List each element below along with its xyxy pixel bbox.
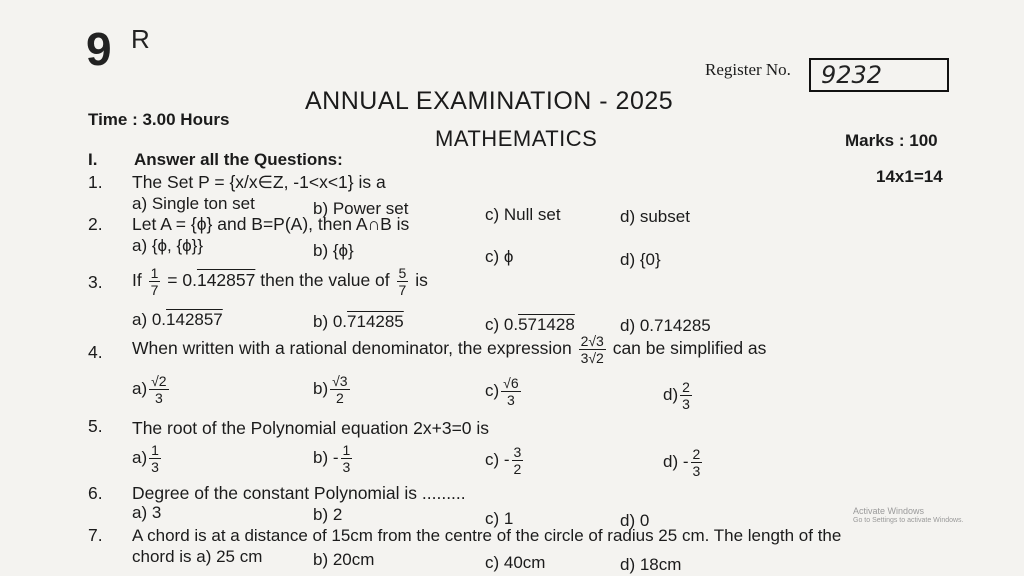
question-text: When written with a rational denominator, the expression $\frac{2√3}{3√2}$ can be simplified as (132, 333, 767, 366)
option-b: b) 2 (313, 505, 343, 524)
option-b: b) Power set (313, 199, 409, 218)
option-d: d) 0 (620, 511, 650, 530)
option-c: c) Null set (485, 205, 561, 224)
activate-windows-hint: Go to Settings to activate Windows. (853, 517, 964, 524)
question-text: The Set P = {x/x∈Z, -1<x<1} is a (132, 172, 386, 192)
option-d: d) $\frac{2}{3}$ (663, 379, 690, 412)
question-number: 7. (88, 525, 103, 545)
option-a: a) Single ton set (132, 194, 255, 213)
register-box (809, 58, 949, 92)
question-number: 3. (88, 272, 103, 292)
option-b: b) 0.714285 (313, 312, 404, 331)
question-text: The root of the Polynomial equation 2x+3=0 is (132, 418, 490, 438)
option-b: b) - $\frac{1}{3}$ (313, 442, 351, 475)
option-a: a) {ϕ, {ϕ}} (132, 236, 204, 255)
option-d: d) - $\frac{2}{3}$ (663, 446, 701, 479)
subject-title: MATHEMATICS (435, 126, 598, 151)
question-text: Let A = {ϕ} and B=P(A), then A∩B is (132, 214, 410, 234)
option-c: c) 40cm (485, 553, 546, 572)
option-d: d) {0} (620, 250, 661, 269)
fraction: $\frac{1}{7}$ (150, 265, 159, 298)
question-number: 4. (88, 342, 103, 362)
option-c: c) 1 (485, 509, 514, 528)
option-b: b) 20cm (313, 550, 375, 569)
part-number: I. (88, 150, 98, 169)
fraction: $\frac{2√3}{3√2}$ (580, 333, 604, 366)
exam-time: Time : 3.00 Hours (88, 110, 230, 129)
option-b: b) $\frac{√3}{2}$ (313, 373, 348, 406)
option-c: c) ϕ (485, 247, 514, 266)
question-number: 5. (88, 416, 103, 436)
option-c: c) $\frac{√6}{3}$ (485, 375, 519, 408)
option-a: a) $\frac{√2}{3}$ (132, 373, 167, 406)
option-a: a) $\frac{1}{3}$ (132, 442, 159, 475)
section-letter: R (131, 24, 150, 54)
option-d: d) subset (620, 207, 690, 226)
question-text: A chord is at a distance of 15cm from the centre of the circle of radius 25 cm. The length of the (132, 526, 842, 545)
option-c: c) 0.571428 (485, 315, 575, 334)
option-d: d) 0.714285 (620, 316, 711, 335)
option-a: a) 3 (132, 503, 162, 522)
option-b: b) {ϕ} (313, 241, 354, 260)
exam-title: ANNUAL EXAMINATION - 2025 (305, 87, 674, 115)
register-label: Register No. (705, 60, 791, 79)
instruction-text: Answer all the Questions: (134, 150, 343, 169)
question-number: 2. (88, 214, 103, 234)
question-text-line2: chord is a) 25 cm (132, 547, 263, 566)
question-number: 1. (88, 172, 103, 192)
option-d: d) 18cm (620, 555, 682, 574)
option-c: c) - $\frac{3}{2}$ (485, 444, 522, 477)
question-text: Degree of the constant Polynomial is ......... (132, 483, 466, 503)
section-number: 9 (86, 23, 112, 75)
option-a: a) 0.142857 (132, 310, 223, 329)
question-text: If $\frac{1}{7}$ = 0.142857 then the value of $\frac{5}{7}$ is (132, 265, 428, 298)
fraction: $\frac{5}{7}$ (398, 265, 407, 298)
section-marks: 14x1=14 (876, 167, 943, 186)
activate-windows-watermark: Activate Windows (853, 506, 925, 516)
register-number: 9232 (821, 61, 883, 89)
total-marks: Marks : 100 (845, 131, 938, 150)
question-number: 6. (88, 483, 103, 503)
